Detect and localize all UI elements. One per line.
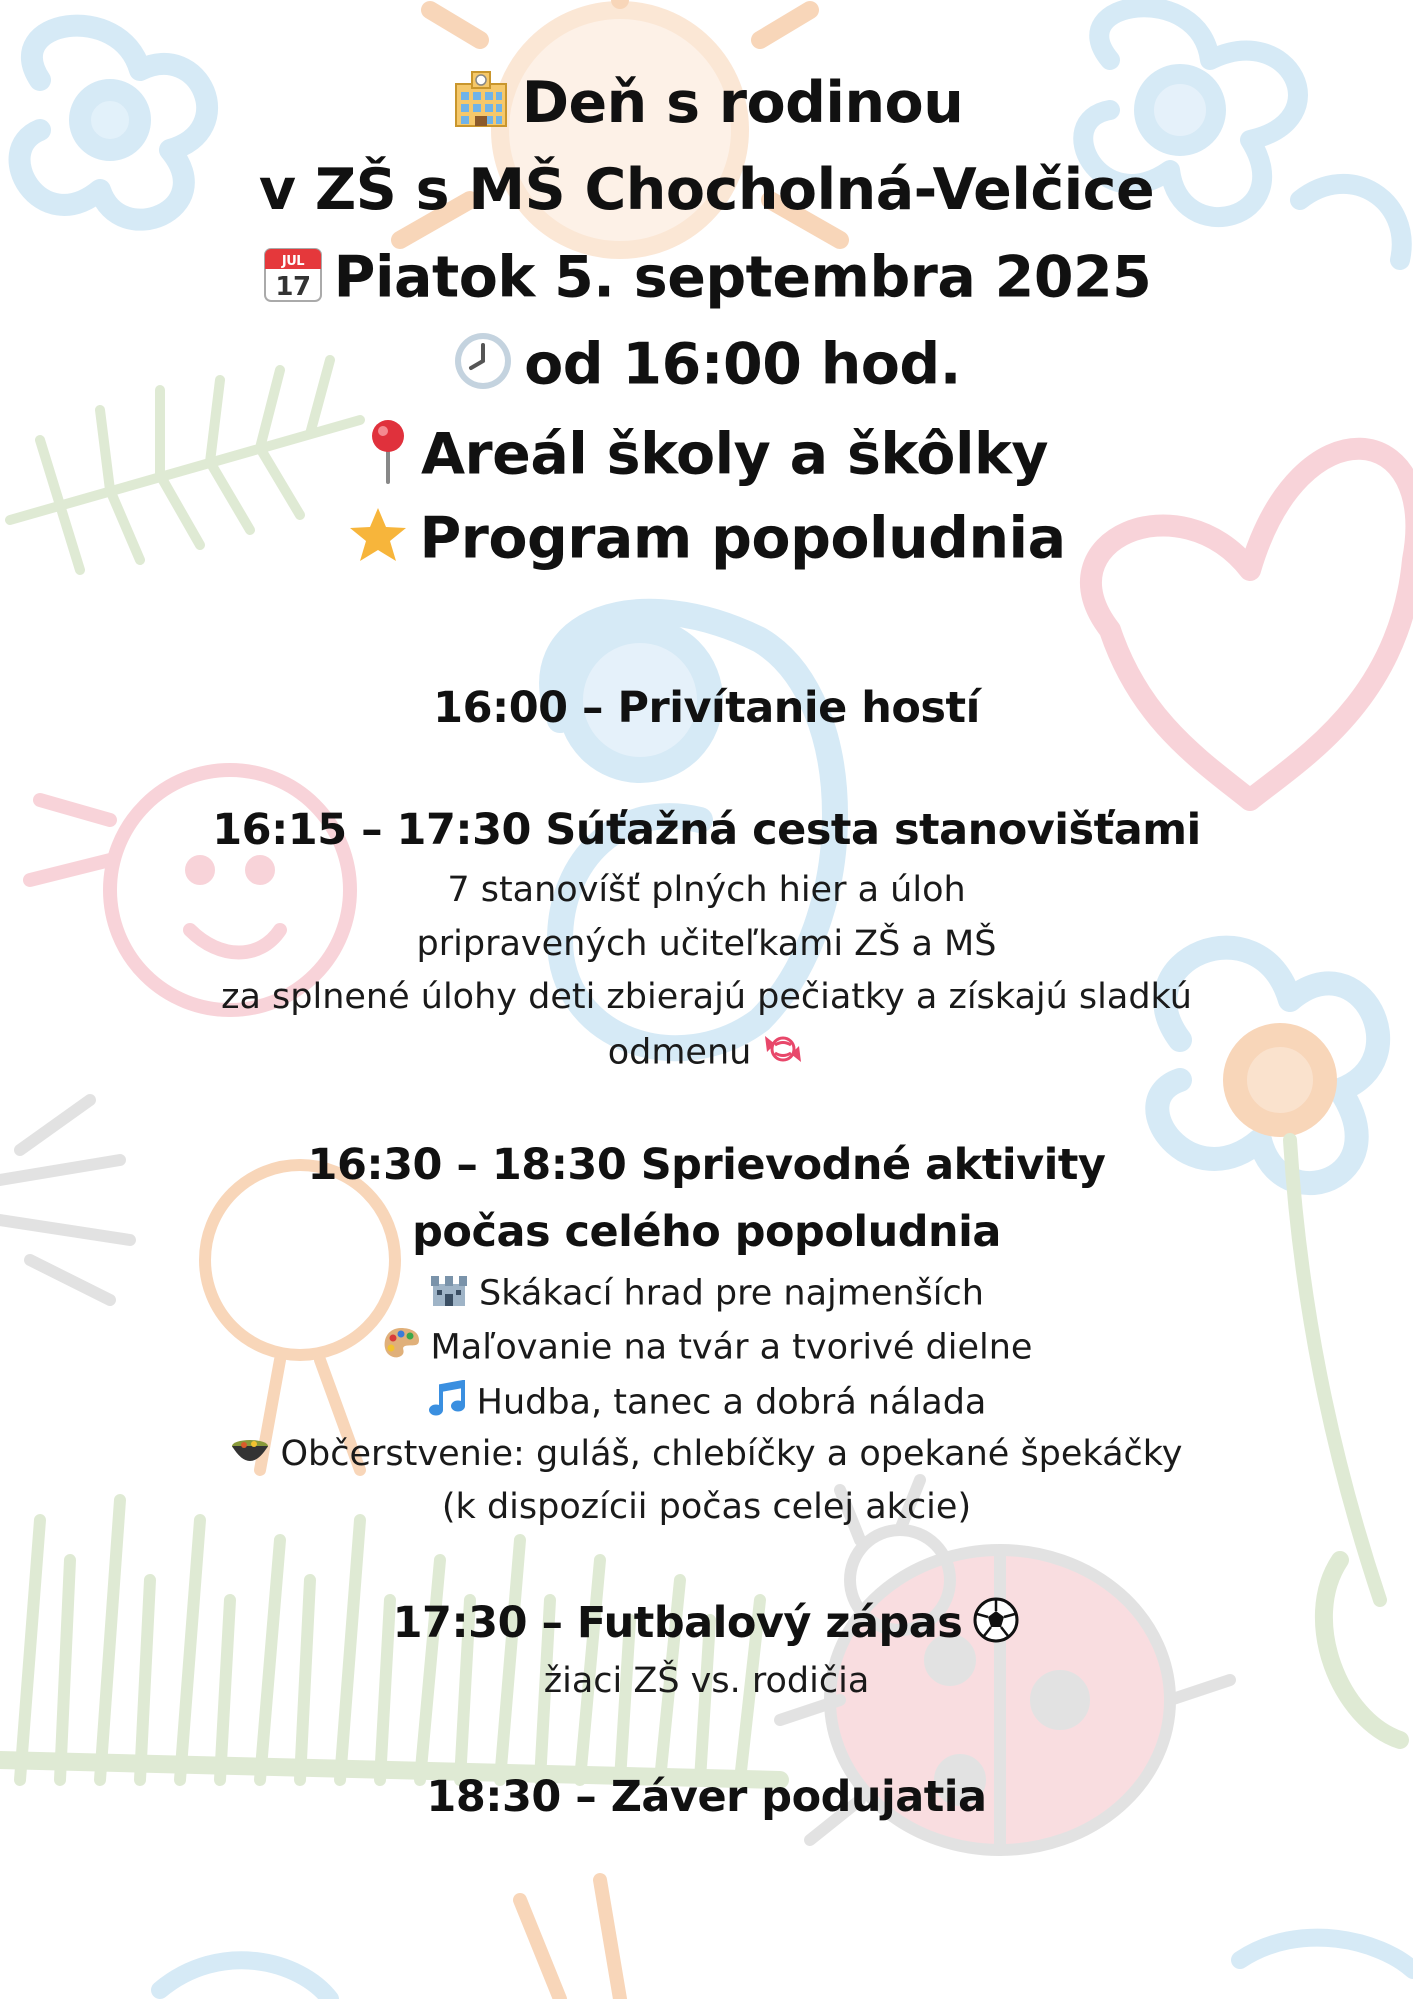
event-location: Areál školy a škôlky xyxy=(420,421,1049,488)
activity-face-painting: Maľovanie na tvár a tvorivé dielne xyxy=(430,1327,1033,1368)
activity-refreshments: Občerstvenie: guláš, chlebíčky a opekané špekáčky xyxy=(280,1434,1183,1474)
program-heading: Program popoludnia xyxy=(419,505,1066,572)
star-icon xyxy=(347,505,409,579)
football-desc-text: žiaci ZŠ vs. rodičia xyxy=(543,1661,870,1701)
football-title-text: 17:30 – Futbalový zápas xyxy=(392,1598,963,1648)
title-line-1 xyxy=(0,70,1413,142)
date-line xyxy=(0,243,1413,319)
calendar-icon xyxy=(262,243,324,319)
activities-title-text-1: 16:30 – 18:30 Sprievodné aktivity xyxy=(307,1140,1106,1190)
race-desc-line-4 xyxy=(0,1030,1413,1077)
title-line-2 xyxy=(0,157,1413,223)
race-desc-1: 7 stanovíšť plných hier a úloh xyxy=(447,870,966,910)
race-title xyxy=(0,805,1413,855)
calendar-day: 17 xyxy=(275,272,311,302)
race-desc-line-2 xyxy=(0,924,1413,964)
program-heading-line xyxy=(0,505,1413,579)
food-bowl-icon xyxy=(230,1435,270,1475)
race-desc-3: za splnené úlohy deti zbierajú pečiatky a získajú sladkú xyxy=(221,977,1192,1017)
activities-title-text-2: počas celého popoludnia xyxy=(412,1207,1001,1257)
closing-text: 18:30 – Záver podujatia xyxy=(426,1772,987,1822)
school-building-icon xyxy=(450,70,512,142)
event-date: Piatok 5. septembra 2025 xyxy=(333,244,1152,311)
castle-icon xyxy=(429,1272,469,1317)
activity-item xyxy=(0,1272,1413,1317)
soccer-ball-icon xyxy=(972,1596,1020,1655)
clock-icon xyxy=(452,330,514,406)
time-line xyxy=(0,330,1413,406)
activity-music: Hudba, tanec a dobrá nálada xyxy=(476,1382,987,1423)
event-title: Deň s rodinou xyxy=(521,70,964,136)
football-title xyxy=(0,1596,1413,1655)
football-desc xyxy=(0,1661,1413,1701)
activity-item xyxy=(0,1326,1413,1371)
calendar-month: JUL xyxy=(281,254,304,269)
activities-note-text: (k dispozícii počas celej akcie) xyxy=(441,1487,972,1527)
activities-title-1 xyxy=(0,1140,1413,1190)
map-pin-icon xyxy=(365,418,411,498)
activity-item xyxy=(0,1434,1413,1475)
race-desc-line-3 xyxy=(0,977,1413,1017)
race-title-text: 16:15 – 17:30 Súťažná cesta stanovišťami xyxy=(212,805,1201,855)
music-note-icon xyxy=(427,1380,467,1427)
race-desc-line-1 xyxy=(0,870,1413,910)
activity-item xyxy=(0,1380,1413,1427)
location-line xyxy=(0,418,1413,498)
activities-note xyxy=(0,1487,1413,1527)
candy-icon xyxy=(761,1030,805,1077)
race-desc-2: pripravených učiteľkami ZŠ a MŠ xyxy=(416,924,997,964)
welcome-text: 16:00 – Privítanie hostí xyxy=(433,683,980,733)
closing-item xyxy=(0,1772,1413,1822)
activity-bouncy-castle: Skákací hrad pre najmenších xyxy=(479,1273,984,1314)
race-desc-4: odmenu xyxy=(607,1032,752,1073)
activities-title-2 xyxy=(0,1207,1413,1257)
school-name: v ZŠ s MŠ Chocholná-Velčice xyxy=(258,157,1155,223)
palette-icon xyxy=(381,1326,421,1371)
welcome-item xyxy=(0,683,1413,733)
event-time: od 16:00 hod. xyxy=(524,331,961,398)
